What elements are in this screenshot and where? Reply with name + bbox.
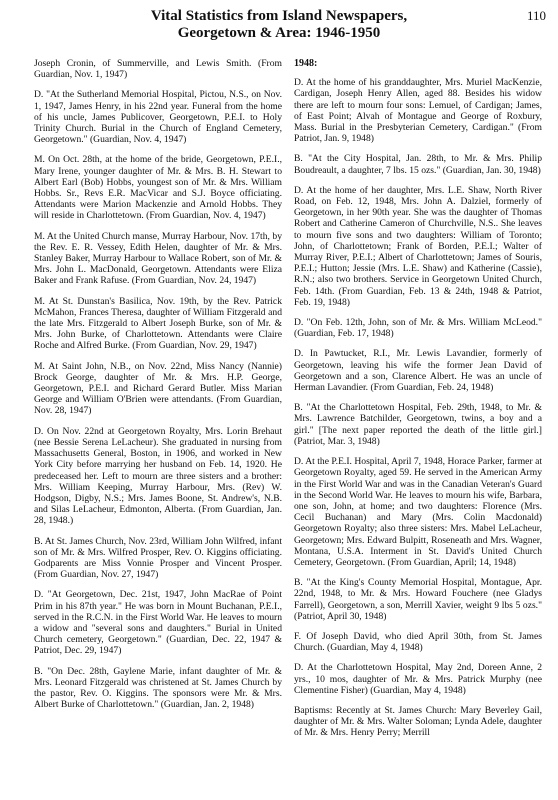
left-entry: M. On Oct. 28th, at the home of the bride, Georgetown, P.E.I., Mary Irene, younger daughter of Mr. & Mrs. B. H. Stewart to Albert Earl (Bob) Hobbs, youngest son of Mr. & Mrs. William Hobbs. Sr., Revs E.R. MacVicar and S.J. Boyce officiating. Attendants were Marion Mackenzie and Arnold Hobbs. They will reside in Charlottetown. (From Guardian, Nov. 4, 1947)	[34, 154, 282, 222]
right-entry: D. "On Feb. 12th, John, son of Mr. & Mrs. William McLeod." (Guardian, Feb. 17, 1948)	[294, 317, 542, 340]
title-line-1: Vital Statistics from Island Newspapers,	[150, 8, 408, 24]
left-entry: M. At Saint John, N.B., on Nov. 22nd, Miss Nancy (Nannie) Brock George, daughter of Mr. & Mrs. H.P. George, Georgetown, P.E.I. and Richard Gerard Butler. Miss Marian George and William O'Brien were attendants. (From Guardian, Nov. 28, 1947)	[34, 360, 282, 417]
title-line-2: Georgetown & Area: 1946-1950	[177, 25, 381, 41]
left-entry: D. On Nov. 22nd at Georgetown Royalty, Mrs. Lorin Brehaut (nee Bessie Serena LeLacheur). She graduated in nursing from Massachusetts General, Boston, in 1906, and worked in New York City before marrying her husband on Feb. 14, 1920. He predeceased her. Left to mourn are three sisters and a brother: Mrs. William Keeping, Murray Harbour, Mrs. (Rev) W. Hodgson, Digby, N.S.; Mrs. James Boone, St. Andrew's, N.B. and Silas LeLacheur, Edmonton, Alberta. (From Guardian, Jan. 28, 1948.)	[34, 425, 282, 527]
left-column	[34, 58, 282, 719]
right-entry: F. Of Joseph David, who died April 30th, from St. James Church. (Guardian, May 4, 1948)	[294, 630, 542, 654]
right-entry: D. At the Charlottetown Hospital, May 2nd, Doreen Anne, 2 yrs., 10 mos, daughter of Mr. & Mrs. Patrick Murphy (nee Clementine Fisher) (Guardian, May 4, 1948)	[294, 662, 542, 696]
left-entry: B. At St. James Church, Nov. 23rd, William John Wilfred, infant son of Mr. & Mrs. Wilfred Prosper, Rev. O. Kiggins officiating. Godparents are Miss Vonnie Prosper and Vincent Prosper. (From Guardian, Nov. 27, 1947)	[34, 535, 282, 581]
year-heading: 1948:	[294, 58, 318, 69]
right-entry: B. "At the City Hospital, Jan. 28th, to Mr. & Mrs. Philip Boudreault, a daughter, 7 lbs. 15 ozs." (Guardian, Jan. 30, 1948)	[294, 153, 542, 176]
left-entry: M. At St. Dunstan's Basilica, Nov. 19th, by the Rev. Patrick McMahon, Frances Theresa, daughter of William Fitzgerald and the late Mrs. Fitzgerald to Albert Joseph Burke, son of Mr. & Mrs. John Burke, of Charlottetown. Attendants were Claire Roche and Alfred Burke. (From Guardian, Nov. 29, 1947)	[34, 295, 282, 352]
left-entry: D. "At Georgetown, Dec. 21st, 1947, John MacRae of Point Prim in his 87th year." He was born in Mount Buchanan, P.E.I., served in the R.C.N. in the First World War. He leaves to mourn a widow and "several sons and daughters." Burial in United Church cemetery, Georgetown." (Guardian, Dec. 22, 1947 & Patriot, Dec. 29, 1947)	[34, 589, 282, 657]
right-entry: D. At the home of her daughter, Mrs. L.E. Shaw, North River Road, on Feb. 12, 1948, Mrs. John A. Dalziel, formerly of Georgetown, in her 90th year. She was the daughter of Thomas Robert and Catherine Cameron of Churchville, N.S.. She leaves to mourn five sons and two daughters: William of Toronto; John, of Charlottetown; Frank of Borden, P.E.I.; Walter of Murray River, P.E.I.; Albert of Charlottetown; James of Souris, P.E.I.; Hutton; Jessie (Mrs. L.E. Shaw) and Katherine (Cassie), R.N.; also two brothers. Service in Georgetown United Church, Feb. 14th. (From Guardian, Feb. 13 & 24th, 1948 & Patriot, Feb. 19, 1948)	[294, 184, 542, 308]
right-entry: D. In Pawtucket, R.I., Mr. Lewis Lavandier, formerly of Georgetown, leaving his wife the former Jean David of Georgetown and a son, Clarence Albert. He was an uncle of Herman Lavandier. (From Guardian, Feb. 24, 1948)	[294, 348, 542, 394]
right-entry: B. "At the Charlottetown Hospital, Feb. 29th, 1948, to Mr. & Mrs. Lawrence Batchilder, Georgetown, twins, a boy and a girl." [The next paper reported the death of the little girl.] (Patriot, Mar. 3, 1948)	[294, 402, 542, 447]
page-header	[0, 8, 558, 42]
page-number: 110	[526, 8, 546, 23]
right-entry: D. At the P.E.I. Hospital, April 7, 1948, Horace Parker, farmer at Georgetown Royalty, aged 59. He served in the American Army in the First World War and was in the Canadian Veteran's Guard in the Second World War. He leaves to mourn his wife, Barbara, one son, John, at home; and two daughters: Florence (Mrs. Cecil Buchanan) and Mary (Mrs. Colin Macdonald) Georgetown Royalty; also three sisters: Mrs. Mabel LeLacheur, Georgetown; Mrs. Edward Bulpitt, Roseneath and Mrs. Wagner, Montana, U.S.A. Interment in St. David's United Church Cemetery, Georgetown. (From Guardian, April; 14, 1948)	[294, 456, 542, 568]
right-entry: D. At the home of his granddaughter, Mrs. Muriel MacKenzie, Cardigan, Joseph Henry Allen, aged 88. Besides his widow there are left to mourn four sons: Lemuel, of Cardigan; James, of East Point; Alvah of Montague and George of Roxbury, Mass. Burial in the Presbyterian Cemetery, Cardigan." (From Patriot, Jan. 9, 1948)	[294, 77, 542, 145]
left-entry: Joseph Cronin, of Summerville, and Lewis Smith. (From Guardian, Nov. 1, 1947)	[34, 58, 282, 81]
left-entry: B. "On Dec. 28th, Gaylene Marie, infant daughter of Mr. & Mrs. Leonard Fitzgerald was christened at St. James Church by the pastor, Rev. O. Kiggins. The sponsors were Mr. & Mrs. Albert Burke of Charlottetown." (Guardian, Jan. 2, 1948)	[34, 665, 282, 711]
left-entry: D. "At the Sutherland Memorial Hospital, Pictou, N.S., on Nov. 1, 1947, James Henry, in his 22nd year. Funeral from the home of his uncle, James Publicover, Georgetown, P.E.I. to Holy Trinity Church. Burial in the Church of England Cemetery, Georgetown." (Guardian, Nov. 4, 1947)	[34, 89, 282, 146]
right-entry: B. "At the King's County Memorial Hospital, Montague, Apr. 22nd, 1948, to Mr. & Mrs. Howard Fouchere (nee Gladys Farrell), Georgetown, a son, Merrill Xavier, weight 9 lbs 5 ozs." (Patriot, April 30, 1948)	[294, 577, 542, 622]
left-entry: M. At the United Church manse, Murray Harbour, Nov. 17th, by the Rev. E. R. Vessey, Edith Helen, daughter of Mr. & Mrs. Stanley Baker, Murray Harbour to Wallace Robert, son of Mr. & Mrs. John L. MacDonald, Georgetown. Attendants were Eliza Baker and Frank Rafuse. (From Guardian, Nov. 24, 1947)	[34, 230, 282, 287]
right-entry: Baptisms: Recently at St. James Church: Mary Beverley Gail, daughter of Mr. & Mrs. Walter Soloman; Lynda Adele, daughter of Mr. & Mrs. Henry Perry; Merrill	[294, 704, 542, 739]
right-column	[294, 58, 542, 748]
